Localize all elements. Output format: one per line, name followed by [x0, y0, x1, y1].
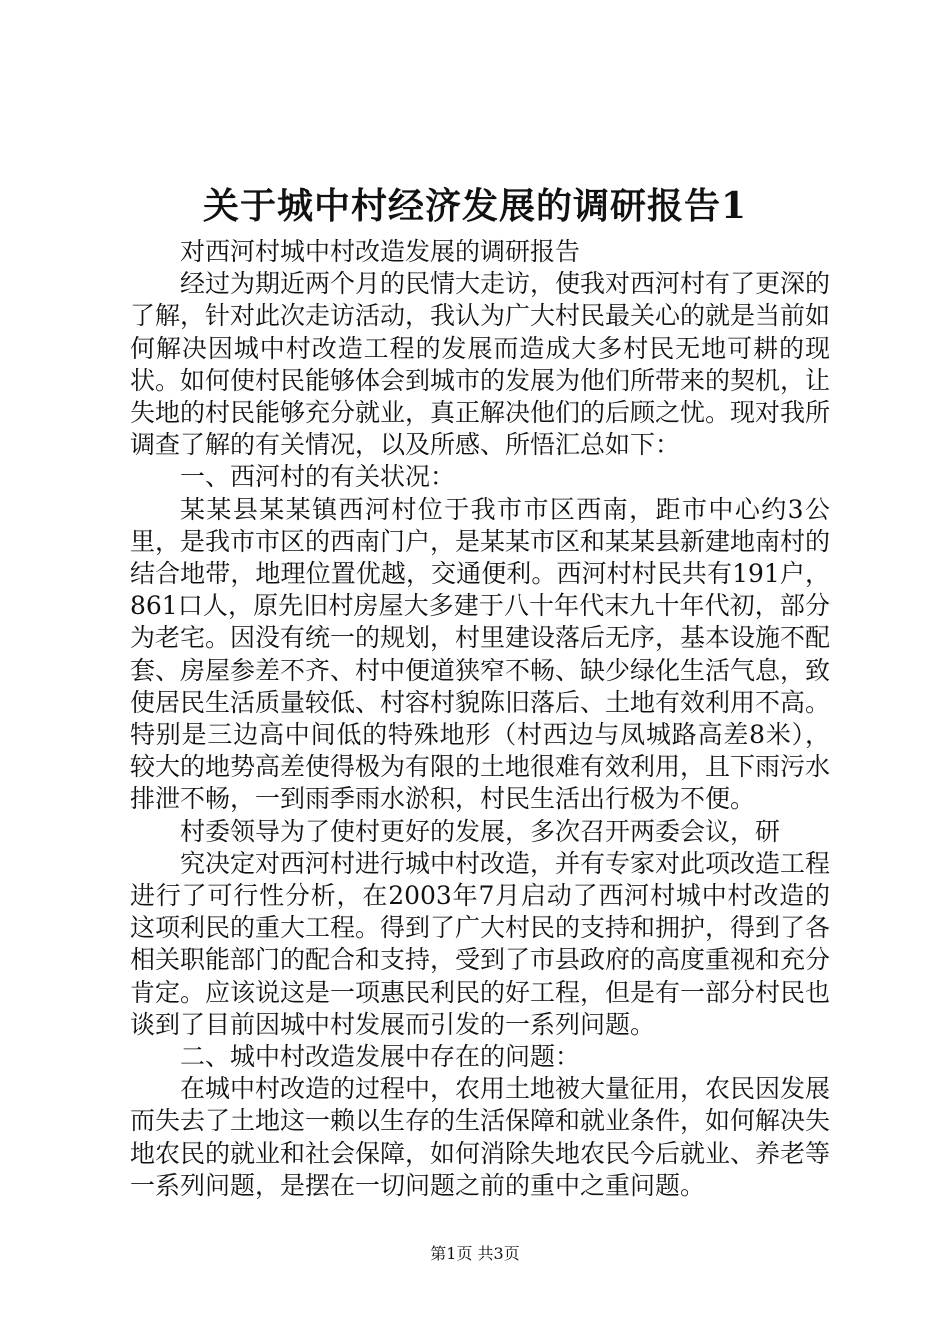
paragraph-problems: 在城中村改造的过程中，农用土地被大量征用，农民因发展而失去了土地这一赖以生存的生活保障和就业条件，如何解决失地农民的就业和社会保障，如何消除失地农民今后就业、养老等一系列问题，是摆在一切问题之前的重中之重问题。: [130, 1074, 831, 1200]
document-title: 关于城中村经济发展的调研报告1: [202, 185, 748, 227]
section-heading-1: 一、西河村的有关状况：: [180, 462, 456, 492]
paragraph-intro: 经过为期近两个月的民情大走访，使我对西河村有了更深的了解，针对此次走访活动，我认为广大村民最关心的就是当前如何解决因城中村改造工程的发展而造成大多村民无地可耕的现状。如何使村民能够体会到城市的发展为他们所带来的契机，让失地的村民能够充分就业，真正解决他们的后顾之忧。现对我所调查了解的有关情况，以及所感、所悟汇总如下：: [130, 269, 831, 460]
paragraph-village-status: 某某县某某镇西河村位于我市市区西南，距市中心约3公里，是我市市区的西南门户，是某某市区和某某县新建地南村的结合地带，地理位置优越，交通便利。西河村村民共有191户，861口人，原先旧村房屋大多建于八十年代末九十年代初，部分为老宅。因没有统一的规划，村里建设落后无序，基本设施不配套、房屋参差不齐、村中便道狭窄不畅、缺少绿化生活气息，致使居民生活质量较低、村容村貌陈旧落后、土地有效利用不高。特别是三边高中间低的特殊地形（村西边与凤城路高差8米），较大的地势高差使得极为有限的土地很难有效利用，且下雨污水排泄不畅，一到雨季雨水淤积，村民生活出行极为不便。: [130, 494, 831, 814]
paragraph-decision: 究决定对西河村进行城中村改造，并有专家对此项改造工程进行了可行性分析，在2003年7月启动了西河村城中村改造的这项利民的重大工程。得到了广大村民的支持和拥护，得到了各相关职能部门的配合和支持，受到了市县政府的高度重视和充分肯定。应该说这是一项惠民利民的好工程，但是有一部分村民也谈到了目前因城中村发展而引发的一系列问题。: [130, 848, 831, 1039]
page-footer: 第1页 共3页: [430, 1244, 520, 1263]
document-body: [130, 236, 830, 1202]
paragraph-committee: 村委领导为了使村更好的发展，多次召开两委会议，研: [180, 816, 781, 846]
paragraph-subtitle: 对西河村城中村改造发展的调研报告: [180, 237, 581, 266]
section-heading-2: 二、城中村改造发展中存在的问题：: [180, 1042, 581, 1072]
